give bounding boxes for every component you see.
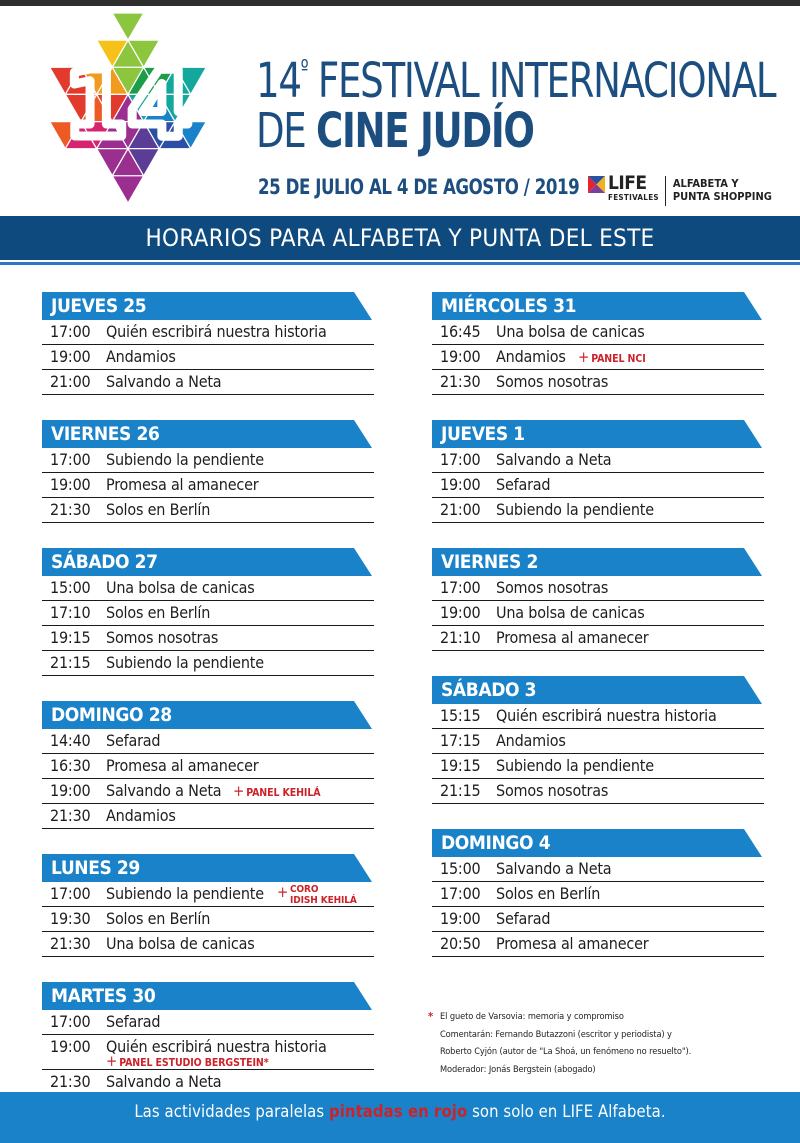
film-title: Subiendo la pendiente (106, 653, 264, 672)
plus-icon: + (578, 348, 590, 366)
showtime: 16:30 (50, 756, 91, 775)
day-label: DOMINGO 28 (51, 704, 172, 726)
life-sub: FESTIVALES (608, 193, 659, 202)
schedule-row (432, 932, 764, 957)
schedule-row (42, 576, 374, 601)
day-block (42, 292, 374, 395)
showtime: 19:30 (50, 909, 91, 928)
parallel-activity-label: IDISH KEHILÁ (290, 895, 357, 906)
schedule-row (42, 345, 374, 370)
schedule-row (42, 370, 374, 395)
film-title: Somos nosotras (496, 578, 609, 597)
plus-icon: + (233, 782, 245, 800)
schedule-row (432, 779, 764, 804)
day-header (42, 701, 374, 729)
life-festivales-brand (588, 174, 783, 208)
schedule-row (42, 626, 374, 651)
film-title: Salvando a Neta (106, 781, 222, 800)
day-label: SÁBADO 27 (51, 551, 158, 573)
schedule-row (42, 729, 374, 754)
title-cine-judio: CINE JUDÍO (315, 103, 534, 159)
showtime: 21:00 (50, 372, 91, 391)
showtime: 20:50 (440, 934, 481, 953)
showtime: 17:00 (440, 884, 481, 903)
showtime: 19:00 (50, 347, 91, 366)
showtime: 19:00 (440, 603, 481, 622)
festival-dates: 25 DE JULIO AL 4 DE AGOSTO / 2019 (258, 175, 580, 199)
schedule-row (42, 1035, 374, 1070)
day-header (432, 676, 764, 704)
schedule-row (42, 779, 374, 804)
life-word: LIFE (608, 172, 647, 194)
schedule-row (42, 473, 374, 498)
schedule-row (432, 754, 764, 779)
logo-triangle (112, 13, 143, 40)
schedule-row (432, 729, 764, 754)
schedule-row (42, 320, 374, 345)
day-block (432, 676, 764, 804)
film-title: Solos en Berlín (106, 603, 211, 622)
day-header (42, 854, 374, 882)
day-label: VIERNES 26 (51, 423, 160, 445)
title-de: DE (256, 103, 306, 159)
footnote-line: Roberto Cyjón (autor de "La Shoá, un fenómeno no resuelto"). (440, 1046, 692, 1057)
film-title: Una bolsa de canicas (496, 603, 645, 622)
schedule-row (42, 651, 374, 676)
day-label: VIERNES 2 (441, 551, 538, 573)
showtime: 21:30 (50, 1072, 91, 1091)
schedule-row (432, 320, 764, 345)
showtime: 21:30 (50, 934, 91, 953)
footnote-line: El gueto de Varsovia: memoria y compromiso (440, 1011, 624, 1022)
film-title: Subiendo la pendiente (496, 756, 654, 775)
parallel-activity (106, 1054, 269, 1070)
showtime: 21:30 (440, 372, 481, 391)
logo-number: 14 (63, 51, 193, 158)
showtime: 15:15 (440, 706, 481, 725)
day-block (432, 420, 764, 523)
footnote-line: Comentarán: Fernando Butazzoni (escritor y periodista) y (440, 1028, 672, 1040)
schedule-row (42, 754, 374, 779)
title-number: 14 (256, 53, 301, 109)
showtime: 19:00 (50, 781, 91, 800)
film-title: Promesa al amanecer (496, 934, 649, 953)
film-title: Promesa al amanecer (106, 756, 259, 775)
film-title: Andamios (496, 731, 566, 750)
day-header (432, 420, 764, 448)
schedule-row (42, 907, 374, 932)
showtime: 17:00 (50, 1012, 91, 1031)
showtime: 15:00 (440, 859, 481, 878)
showtime: 21:30 (50, 500, 91, 519)
day-header (42, 420, 374, 448)
top-bar (0, 0, 800, 6)
schedule-banner-title: HORARIOS PARA ALFABETA Y PUNTA DEL ESTE (145, 224, 655, 252)
showtime: 19:00 (440, 475, 481, 494)
day-header (432, 829, 764, 857)
showtime: 19:00 (50, 475, 91, 494)
festival-logo-star (38, 8, 218, 208)
parallel-activity-label: PANEL KEHILÁ (246, 787, 321, 799)
schedule-row (432, 704, 764, 729)
day-header (42, 548, 374, 576)
day-header (42, 982, 374, 1010)
film-title: Solos en Berlín (106, 500, 211, 519)
day-block (42, 548, 374, 676)
film-title: Andamios (106, 347, 176, 366)
festival-title (256, 44, 776, 159)
brand-divider (665, 176, 666, 206)
film-title: Quién escribirá nuestra historia (106, 322, 327, 341)
schedule-row (432, 448, 764, 473)
film-title: Salvando a Neta (106, 1072, 222, 1091)
showtime: 19:00 (440, 347, 481, 366)
plus-icon: + (106, 1052, 118, 1070)
day-header (42, 292, 374, 320)
footer-note (0, 1092, 800, 1131)
showtime: 17:00 (50, 450, 91, 469)
panel-footnote (428, 1008, 691, 1078)
day-label: MIÉRCOLES 31 (441, 295, 577, 317)
showtime: 16:45 (440, 322, 481, 341)
film-title: Andamios (106, 806, 176, 825)
day-block (42, 982, 374, 1095)
schedule-row (42, 1010, 374, 1035)
film-title: Somos nosotras (106, 628, 219, 647)
showtime: 14:40 (50, 731, 91, 750)
venue-line1: ALFABETA Y (672, 177, 739, 190)
schedule-row (432, 882, 764, 907)
schedule-row (432, 370, 764, 395)
schedule-column-left (42, 292, 374, 1120)
title-ordinal: º (300, 56, 308, 81)
showtime: 17:10 (50, 603, 91, 622)
showtime: 21:00 (440, 500, 481, 519)
day-header (432, 292, 764, 320)
day-label: MARTES 30 (51, 985, 156, 1007)
parallel-activity-label: CORO (290, 884, 319, 895)
day-block (42, 701, 374, 829)
day-block (42, 854, 374, 957)
film-title: Promesa al amanecer (496, 628, 649, 647)
life-logo-icon (588, 176, 605, 193)
title-line1-rest: FESTIVAL INTERNACIONAL (317, 53, 776, 109)
schedule-row (42, 601, 374, 626)
day-header (432, 548, 764, 576)
venue-line2: PUNTA SHOPPING (672, 190, 772, 203)
showtime: 21:30 (50, 806, 91, 825)
footer-after: son solo en LIFE Alfabeta. (467, 1102, 666, 1121)
footer-highlight: pintadas en rojo (329, 1102, 468, 1121)
venue-label (673, 177, 783, 203)
footer-before: Las actividades paralelas (134, 1102, 330, 1121)
showtime: 21:15 (440, 781, 481, 800)
showtime: 17:00 (440, 450, 481, 469)
showtime: 17:15 (440, 731, 481, 750)
parallel-activity-label: PANEL NCI (591, 353, 646, 365)
showtime: 19:15 (440, 756, 481, 775)
showtime: 19:00 (440, 909, 481, 928)
parallel-activity (277, 883, 357, 906)
schedule-row (42, 498, 374, 523)
schedule-row (432, 498, 764, 523)
showtime: 15:00 (50, 578, 91, 597)
film-title: Quién escribirá nuestra historia (106, 1037, 327, 1056)
plus-icon: + (277, 883, 289, 901)
film-title: Una bolsa de canicas (106, 578, 255, 597)
schedule-row (42, 804, 374, 829)
schedule-column-right (432, 292, 764, 982)
day-label: DOMINGO 4 (441, 832, 551, 854)
footnote-star: * (428, 1010, 434, 1023)
showtime: 19:15 (50, 628, 91, 647)
film-title: Salvando a Neta (106, 372, 222, 391)
showtime: 19:00 (50, 1037, 91, 1056)
day-label: SÁBADO 3 (441, 679, 537, 701)
day-block (42, 420, 374, 523)
film-title: Subiendo la pendiente (106, 884, 264, 903)
showtime: 21:10 (440, 628, 481, 647)
day-block (432, 548, 764, 651)
day-label: JUEVES 25 (51, 295, 147, 317)
schedule-row (432, 907, 764, 932)
film-title: Una bolsa de canicas (106, 934, 255, 953)
film-title: Sefarad (106, 731, 161, 750)
schedule-row (432, 345, 764, 370)
schedule-row (432, 473, 764, 498)
schedule-row (432, 576, 764, 601)
film-title: Somos nosotras (496, 372, 609, 391)
parallel-activity-label: PANEL ESTUDIO BERGSTEIN* (119, 1057, 269, 1069)
showtime: 21:15 (50, 653, 91, 672)
parallel-activity (233, 779, 320, 805)
day-block (432, 829, 764, 957)
film-title: Andamios (496, 347, 566, 366)
film-title: Promesa al amanecer (106, 475, 259, 494)
film-title: Solos en Berlín (496, 884, 601, 903)
film-title: Somos nosotras (496, 781, 609, 800)
film-title: Subiendo la pendiente (106, 450, 264, 469)
logo-triangle (112, 176, 143, 203)
schedule-row (432, 601, 764, 626)
film-title: Salvando a Neta (496, 450, 612, 469)
film-title: Solos en Berlín (106, 909, 211, 928)
schedule-row (432, 857, 764, 882)
film-title: Sefarad (496, 909, 551, 928)
film-title: Una bolsa de canicas (496, 322, 645, 341)
film-title: Salvando a Neta (496, 859, 612, 878)
schedule-row (42, 882, 374, 907)
film-title: Sefarad (106, 1012, 161, 1031)
day-label: LUNES 29 (51, 857, 140, 879)
film-title: Quién escribirá nuestra historia (496, 706, 717, 725)
schedule-row (42, 448, 374, 473)
day-label: JUEVES 1 (441, 423, 525, 445)
schedule-row (42, 932, 374, 957)
footnote-line: Moderador: Jonás Bergstein (abogado) (440, 1063, 596, 1075)
showtime: 17:00 (440, 578, 481, 597)
parallel-activity (578, 345, 646, 371)
showtime: 17:00 (50, 884, 91, 903)
film-title: Sefarad (496, 475, 551, 494)
schedule-row (432, 626, 764, 651)
banner-accent-line (0, 262, 800, 265)
film-title: Subiendo la pendiente (496, 500, 654, 519)
showtime: 17:00 (50, 322, 91, 341)
day-block (432, 292, 764, 395)
